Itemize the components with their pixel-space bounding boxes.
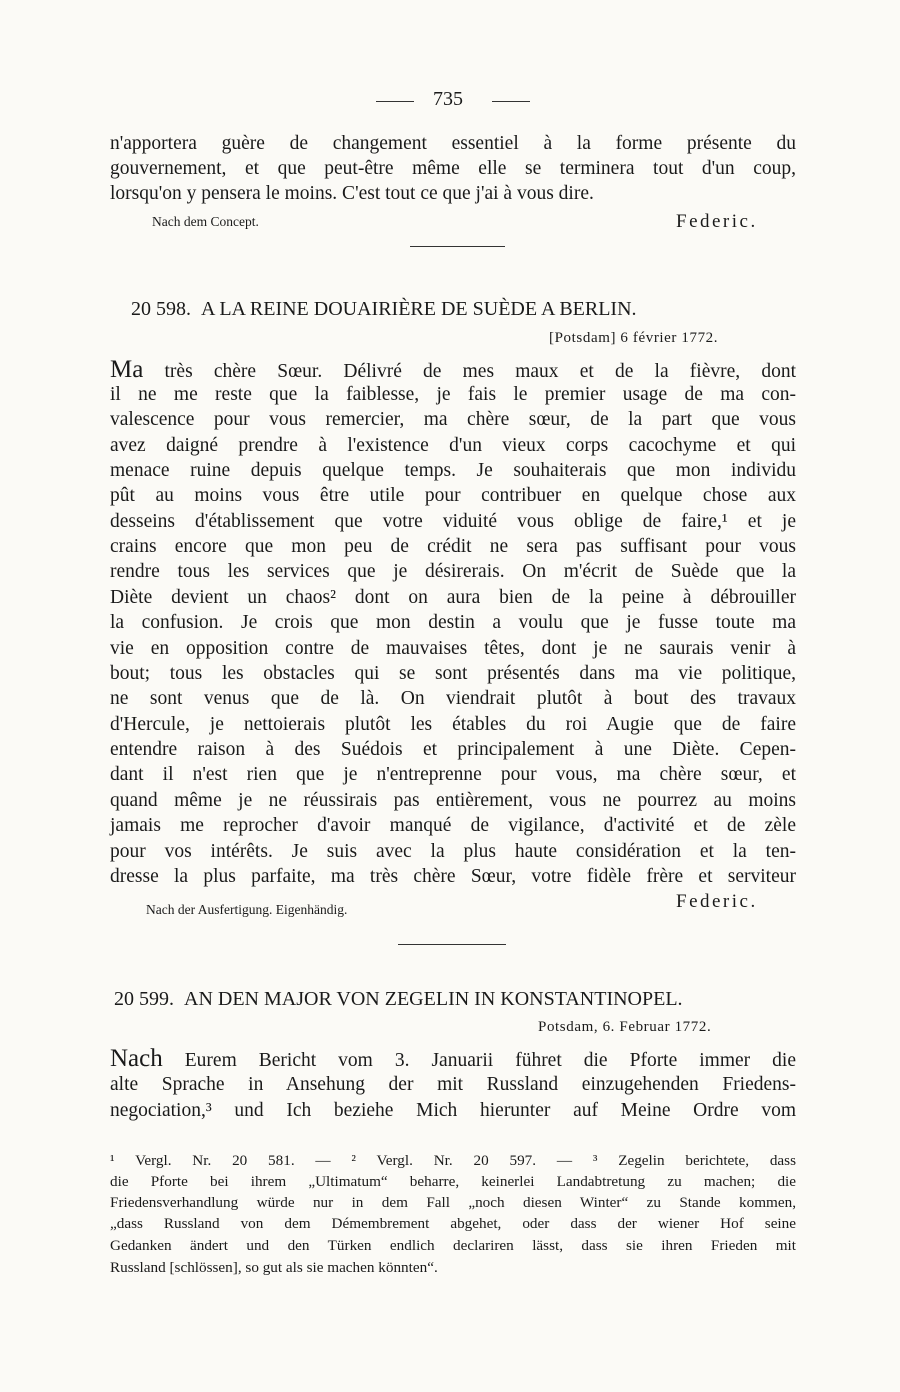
footnote-line: „dass Russland von dem Démembrement abgehet, oder dass der wiener Hof seine <box>110 1215 796 1232</box>
body-line: d'Hercule, je nettoierais plutôt les étables du roi Augie que de faire <box>110 714 796 735</box>
body-line: negociation,³ und Ich beziehe Mich hierunter auf Meine Ordre vom <box>110 1100 796 1121</box>
footnote-line: ¹ Vergl. Nr. 20 581. — ² Vergl. Nr. 20 597. — ³ Zegelin berichtete, dass <box>110 1152 796 1169</box>
body-line: menace ruine depuis quelque temps. Je souhaiterais que mon individu <box>110 460 796 481</box>
initial: Ma <box>110 356 144 383</box>
body-line: Ma très chère Sœur. Délivré de mes maux et de la fièvre, dont <box>110 356 796 383</box>
letter-title: AN DEN MAJOR VON ZEGELIN IN KONSTANTINOPEL. <box>184 988 683 1010</box>
footnote-line: Russland [schlössen], so gut als sie machen könnten“. <box>110 1259 438 1276</box>
body-line: desseins d'établissement que votre viduité vous oblige de faire,¹ et je <box>110 511 796 532</box>
body-line: rendre tous les services que je désirerais. On m'écrit de Suède que la <box>110 561 796 582</box>
letter-date: [Potsdam] 6 février 1772. <box>549 330 719 346</box>
body-line: gouvernement, et que peut-être même elle se terminera tout d'un coup, <box>110 158 796 179</box>
source-note: Nach dem Concept. <box>152 214 259 229</box>
body-line: crains encore que mon peu de crédit ne sera pas suffisant pour vous <box>110 536 796 557</box>
body-line: Nach Eurem Bericht vom 3. Januarii führet die Pforte immer die <box>110 1045 796 1072</box>
footnote-line: Gedanken ändert und den Türken endlich declariren lässt, dass sie ihren Frieden mit <box>110 1237 796 1254</box>
body-line: pour vos intérêts. Je suis avec la plus haute considération et la ten- <box>110 841 796 862</box>
section-divider <box>398 944 506 945</box>
body-line: il ne me reste que la faiblesse, je fais le premier usage de ma con- <box>110 384 796 405</box>
header-dash-left <box>376 101 414 102</box>
body-line: quand même je ne réussirais pas entièrement, vous ne pourrez au moins <box>110 790 796 811</box>
body-line: avez daigné prendre à l'existence d'un vieux corps cacochyme et qui <box>110 435 796 456</box>
signature: Federic. <box>676 891 758 912</box>
body-line: valescence pour vous remercier, ma chère sœur, de la part que vous <box>110 409 796 430</box>
body-line: jamais me reprocher d'avoir manqué de vigilance, d'activité et de zèle <box>110 815 796 836</box>
header-dash-right <box>492 101 530 102</box>
body-line: lorsqu'on y pensera le moins. C'est tout ce que j'ai à vous dire. <box>110 183 594 204</box>
body-line: pût au moins vous être utile pour contribuer en quelque chose aux <box>110 485 796 506</box>
body-line: ne sont venus que de là. On viendrait plutôt à bout des travaux <box>110 688 796 709</box>
letter-number: 20 598. <box>131 298 191 320</box>
page-number: 735 <box>433 88 463 110</box>
body-line: Diète devient un chaos² dont on aura bien de la peine à débrouiller <box>110 587 796 608</box>
body-line: alte Sprache in Ansehung der mit Russland einzugehenden Friedens- <box>110 1074 796 1095</box>
body-line: n'apportera guère de changement essentiel à la forme présente du <box>110 133 796 154</box>
body-line: dresse la plus parfaite, ma très chère Sœur, votre fidèle frère et serviteur <box>110 866 796 887</box>
body-line: bout; tous les obstacles qui se sont présentés dans ma vie politique, <box>110 663 796 684</box>
letter-title: A LA REINE DOUAIRIÈRE DE SUÈDE A BERLIN. <box>201 298 637 320</box>
source-note: Nach der Ausfertigung. Eigenhändig. <box>146 902 348 917</box>
body-line: dant il n'est rien que je n'entreprenne pour vous, ma chère sœur, et <box>110 764 796 785</box>
body-line: entendre raison à des Suédois et principalement à une Diète. Cepen- <box>110 739 796 760</box>
body-line: vie en opposition contre de mauvaises têtes, dont je ne saurais venir à <box>110 638 796 659</box>
letter-date: Potsdam, 6. Februar 1772. <box>538 1019 712 1035</box>
footnote-line: Friedensverhandlung würde nur in dem Fall „noch diesen Winter“ zu Stande kommen, <box>110 1194 796 1211</box>
section-divider <box>410 246 505 247</box>
letter-number: 20 599. <box>114 988 174 1010</box>
footnote-line: die Pforte bei ihrem „Ultimatum“ beharre, keinerlei Landabtretung zu machen; die <box>110 1173 796 1190</box>
body-line: la confusion. Je crois que mon destin a voulu que je fusse toute ma <box>110 612 796 633</box>
initial: Nach <box>110 1045 163 1072</box>
letter-heading <box>114 988 683 1011</box>
signature: Federic. <box>676 211 758 232</box>
letter-heading <box>131 298 637 321</box>
